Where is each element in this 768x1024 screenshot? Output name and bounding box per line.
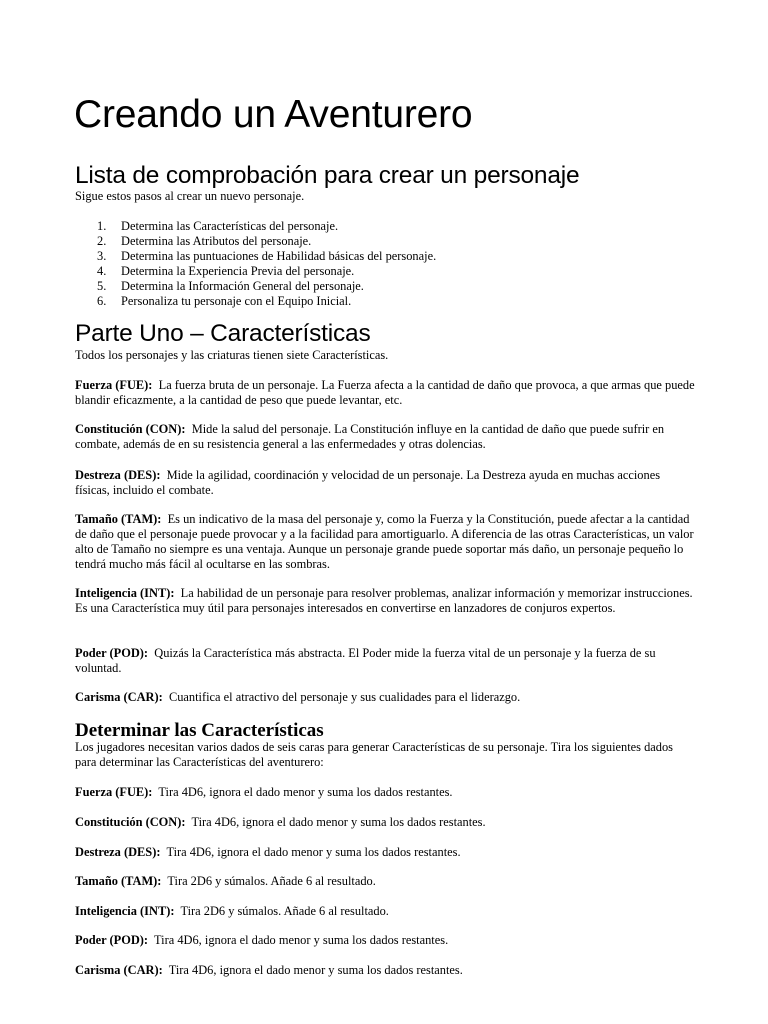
term: Poder (POD): — [75, 646, 149, 660]
step-number: 2. — [97, 234, 107, 248]
term: Poder (POD): — [75, 933, 149, 947]
list-item — [75, 264, 436, 279]
description: Tira 4D6, ignora el dado menor y suma los dados restantes. — [158, 785, 453, 799]
description: Tira 2D6 y súmalos. Añade 6 al resultado. — [167, 874, 376, 888]
description: Tira 4D6, ignora el dado menor y suma los dados restantes. — [191, 815, 486, 829]
step-number: 6. — [97, 294, 107, 308]
list-item — [75, 234, 436, 249]
list-item — [75, 279, 436, 294]
roll-pod — [75, 933, 695, 948]
characteristic-con — [75, 422, 695, 452]
description: Tira 4D6, ignora el dado menor y suma los dados restantes. — [166, 845, 461, 859]
characteristic-pod — [75, 646, 695, 676]
step-text: Personaliza tu personaje con el Equipo Inicial. — [121, 294, 352, 308]
part-one-heading: Parte Uno – Características — [75, 320, 371, 347]
description: Quizás la Característica más abstracta. El Poder mide la fuerza vital de un personaje y la fuerza de su voluntad. — [75, 646, 656, 675]
determine-heading: Determinar las Características — [75, 720, 324, 741]
characteristic-tam — [75, 512, 695, 572]
checklist-steps — [75, 219, 436, 309]
description: Mide la salud del personaje. La Constitución influye en la cantidad de daño que puede sufrir en combate, además de en su resistencia general a las enfermedades y otras dolencias. — [75, 422, 665, 451]
term: Inteligencia (INT): — [75, 586, 175, 600]
term: Destreza (DES): — [75, 845, 161, 859]
description: La fuerza bruta de un personaje. La Fuerza afecta a la cantidad de daño que provoca, a que armas que puede blandir eficazmente, a la cantidad de peso que puede levantar, etc. — [75, 378, 695, 407]
step-text: Determina las Atributos del personaje. — [121, 234, 312, 248]
description: Tira 2D6 y súmalos. Añade 6 al resultado. — [180, 904, 389, 918]
checklist-intro: Sigue estos pasos al crear un nuevo personaje. — [75, 189, 305, 203]
roll-int — [75, 904, 695, 919]
description: Tira 4D6, ignora el dado menor y suma los dados restantes. — [154, 933, 449, 947]
characteristic-fue — [75, 378, 695, 408]
term: Constitución (CON): — [75, 422, 186, 436]
description: Cuantifica el atractivo del personaje y sus cualidades para el liderazgo. — [168, 690, 521, 704]
term: Fuerza (FUE): — [75, 785, 153, 799]
step-number: 1. — [97, 219, 107, 233]
roll-des — [75, 845, 695, 860]
characteristic-car — [75, 690, 695, 705]
term: Destreza (DES): — [75, 468, 161, 482]
list-item — [75, 219, 436, 234]
page-title: Creando un Aventurero — [74, 93, 473, 136]
term: Carisma (CAR): — [75, 963, 163, 977]
description: Mide la agilidad, coordinación y velocidad de un personaje. La Destreza ayuda en muchas acciones físicas, incluido el combate. — [75, 468, 661, 497]
step-number: 4. — [97, 264, 107, 278]
term: Tamaño (TAM): — [75, 874, 162, 888]
term: Fuerza (FUE): — [75, 378, 153, 392]
term: Constitución (CON): — [75, 815, 186, 829]
description: La habilidad de un personaje para resolver problemas, analizar información y memorizar instrucciones. Es una Característica muy útil para personajes interesados en convertirse en lanzadores de conjuros expertos. — [75, 586, 693, 615]
step-text: Determina la Experiencia Previa del personaje. — [121, 264, 355, 278]
step-number: 3. — [97, 249, 107, 263]
list-item — [75, 294, 436, 309]
roll-tam — [75, 874, 695, 889]
term: Carisma (CAR): — [75, 690, 163, 704]
description: Es un indicativo de la masa del personaje y, como la Fuerza y la Constitución, puede afectar a la cantidad de daño que el personaje puede provocar y a la facilidad para amortiguarlo. A diferencia de las otras Características, un valor alto de Tamaño no siempre es una ventaja. Aunque un personaje grande puede soportar más daño, un personaje pequeño lo tendrá mucho más fácil al ocultarse en las sombras. — [75, 512, 694, 571]
roll-fue — [75, 785, 695, 800]
term: Tamaño (TAM): — [75, 512, 162, 526]
characteristic-int — [75, 586, 695, 616]
description: Tira 4D6, ignora el dado menor y suma los dados restantes. — [168, 963, 463, 977]
list-item — [75, 249, 436, 264]
checklist-heading: Lista de comprobación para crear un personaje — [75, 162, 580, 189]
step-number: 5. — [97, 279, 107, 293]
characteristic-des — [75, 468, 695, 498]
roll-con — [75, 815, 695, 830]
step-text: Determina la Información General del personaje. — [121, 279, 364, 293]
roll-car — [75, 963, 695, 978]
step-text: Determina las puntuaciones de Habilidad básicas del personaje. — [121, 249, 437, 263]
determine-intro: Los jugadores necesitan varios dados de seis caras para generar Características de su personaje. Tira los siguientes dados para determinar las Características del aventurero: — [75, 740, 674, 769]
term: Inteligencia (INT): — [75, 904, 175, 918]
step-text: Determina las Características del personaje. — [121, 219, 339, 233]
part-one-intro: Todos los personajes y las criaturas tienen siete Características. — [75, 348, 389, 362]
